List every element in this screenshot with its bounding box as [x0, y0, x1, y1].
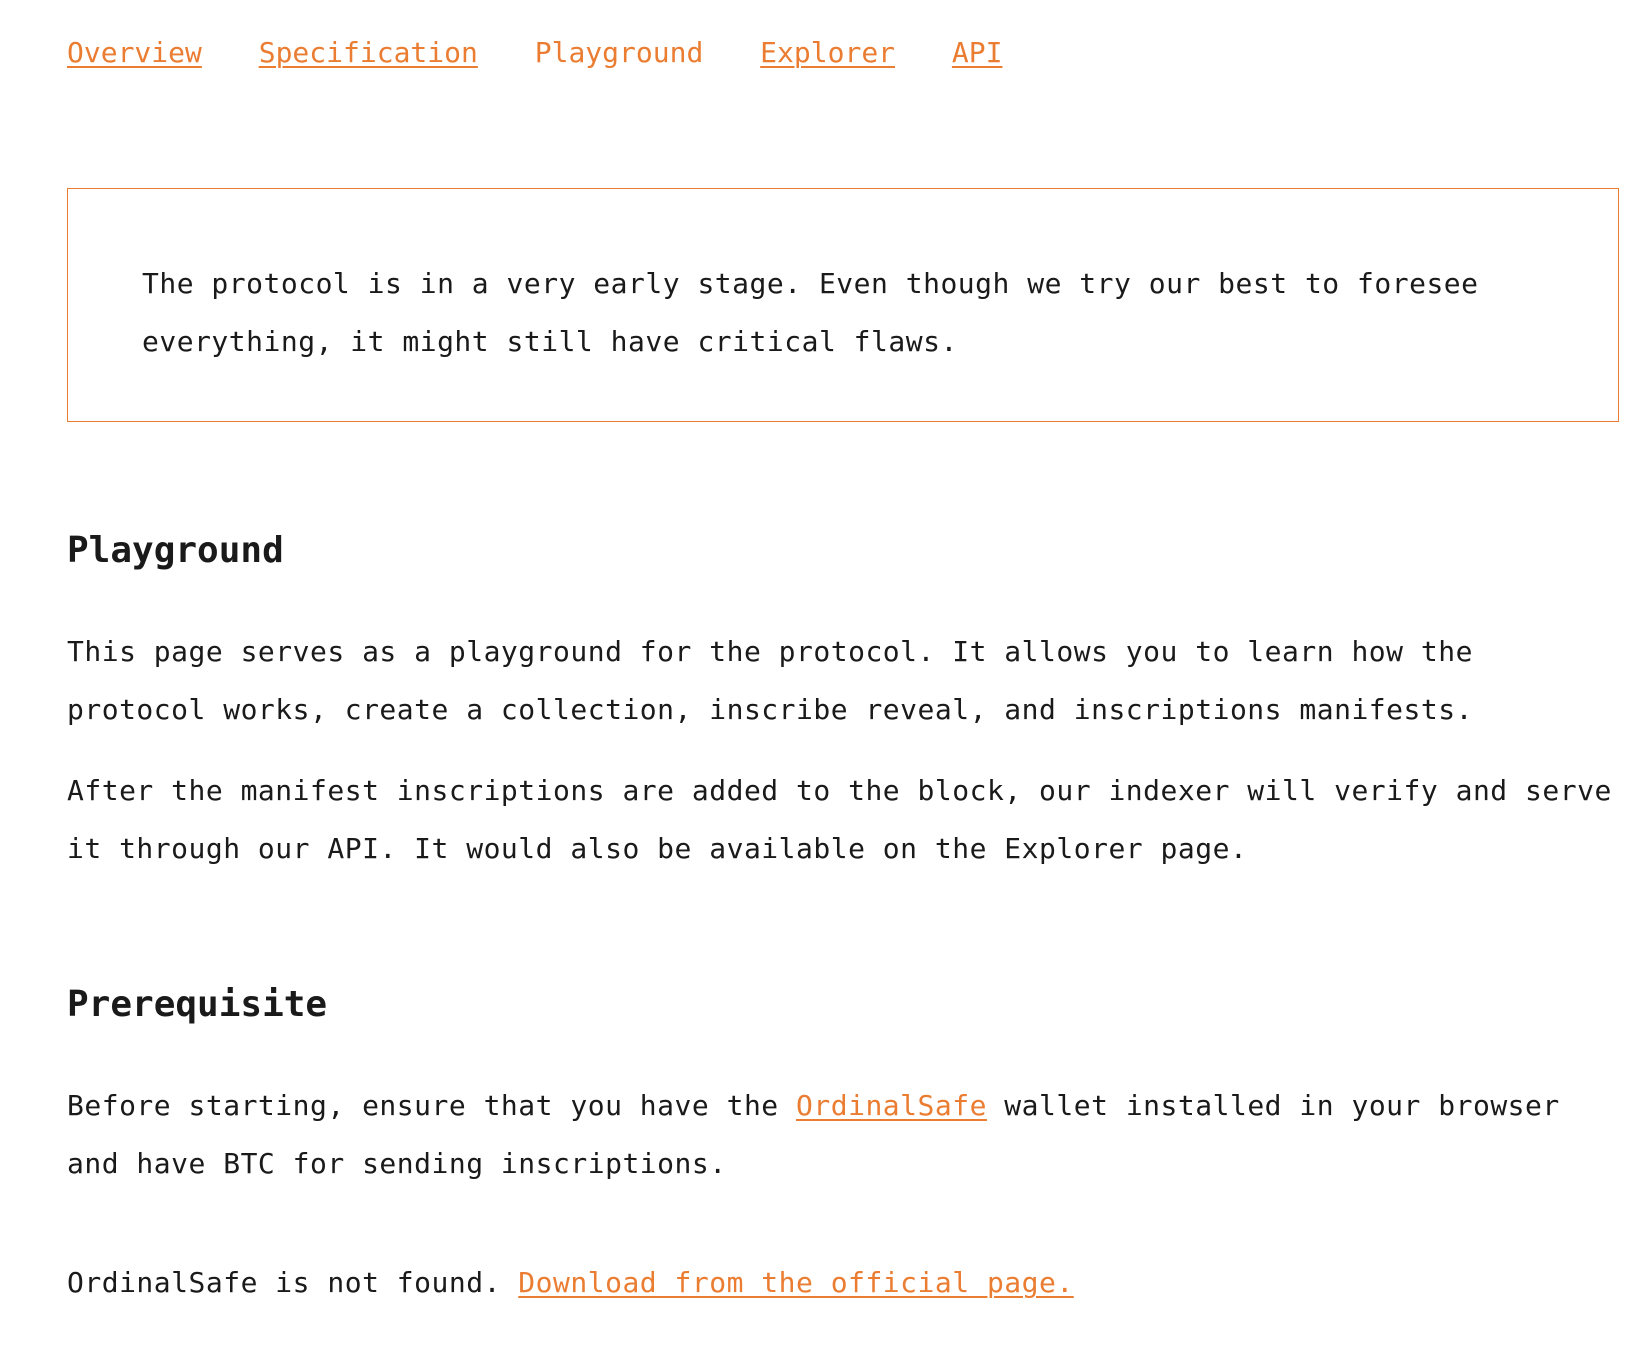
warning-notice-text: The protocol is in a very early stage. Even though we try our best to foresee everything, it might still have critical flaws.: [142, 267, 1479, 358]
prerequisite-text-suffix: wallet installed in your browser and have BTC for sending inscriptions.: [67, 1089, 1560, 1180]
wallet-status-text: [67, 1254, 1622, 1312]
playground-heading: Playground: [67, 530, 284, 571]
prerequisite-text: [67, 1077, 1622, 1193]
nav-link-explorer[interactable]: Explorer: [760, 36, 896, 69]
prerequisite-text-prefix: Before starting, ensure that you have the: [67, 1089, 797, 1122]
nav-link-playground[interactable]: Playground: [534, 36, 704, 69]
wallet-not-found-text: OrdinalSafe is not found.: [67, 1266, 519, 1299]
playground-intro-text: This page serves as a playground for the protocol. It allows you to learn how the protocol works, create a collection, inscribe reveal, and inscriptions manifests.: [67, 635, 1473, 726]
nav-link-api[interactable]: API: [951, 36, 1003, 69]
ordinalsafe-link[interactable]: OrdinalSafe: [796, 1089, 987, 1122]
nav-link-overview[interactable]: Overview: [67, 36, 202, 69]
download-official-page-link[interactable]: Download from the official page.: [518, 1266, 1074, 1299]
prerequisite-heading: Prerequisite: [67, 984, 328, 1025]
top-nav: [67, 36, 1042, 69]
nav-link-specification[interactable]: Specification: [258, 36, 478, 69]
warning-notice: [67, 188, 1619, 422]
playground-after-text: After the manifest inscriptions are added to the block, our indexer will verify and serve it through our API. It would also be available on the Explorer page.: [67, 774, 1612, 865]
